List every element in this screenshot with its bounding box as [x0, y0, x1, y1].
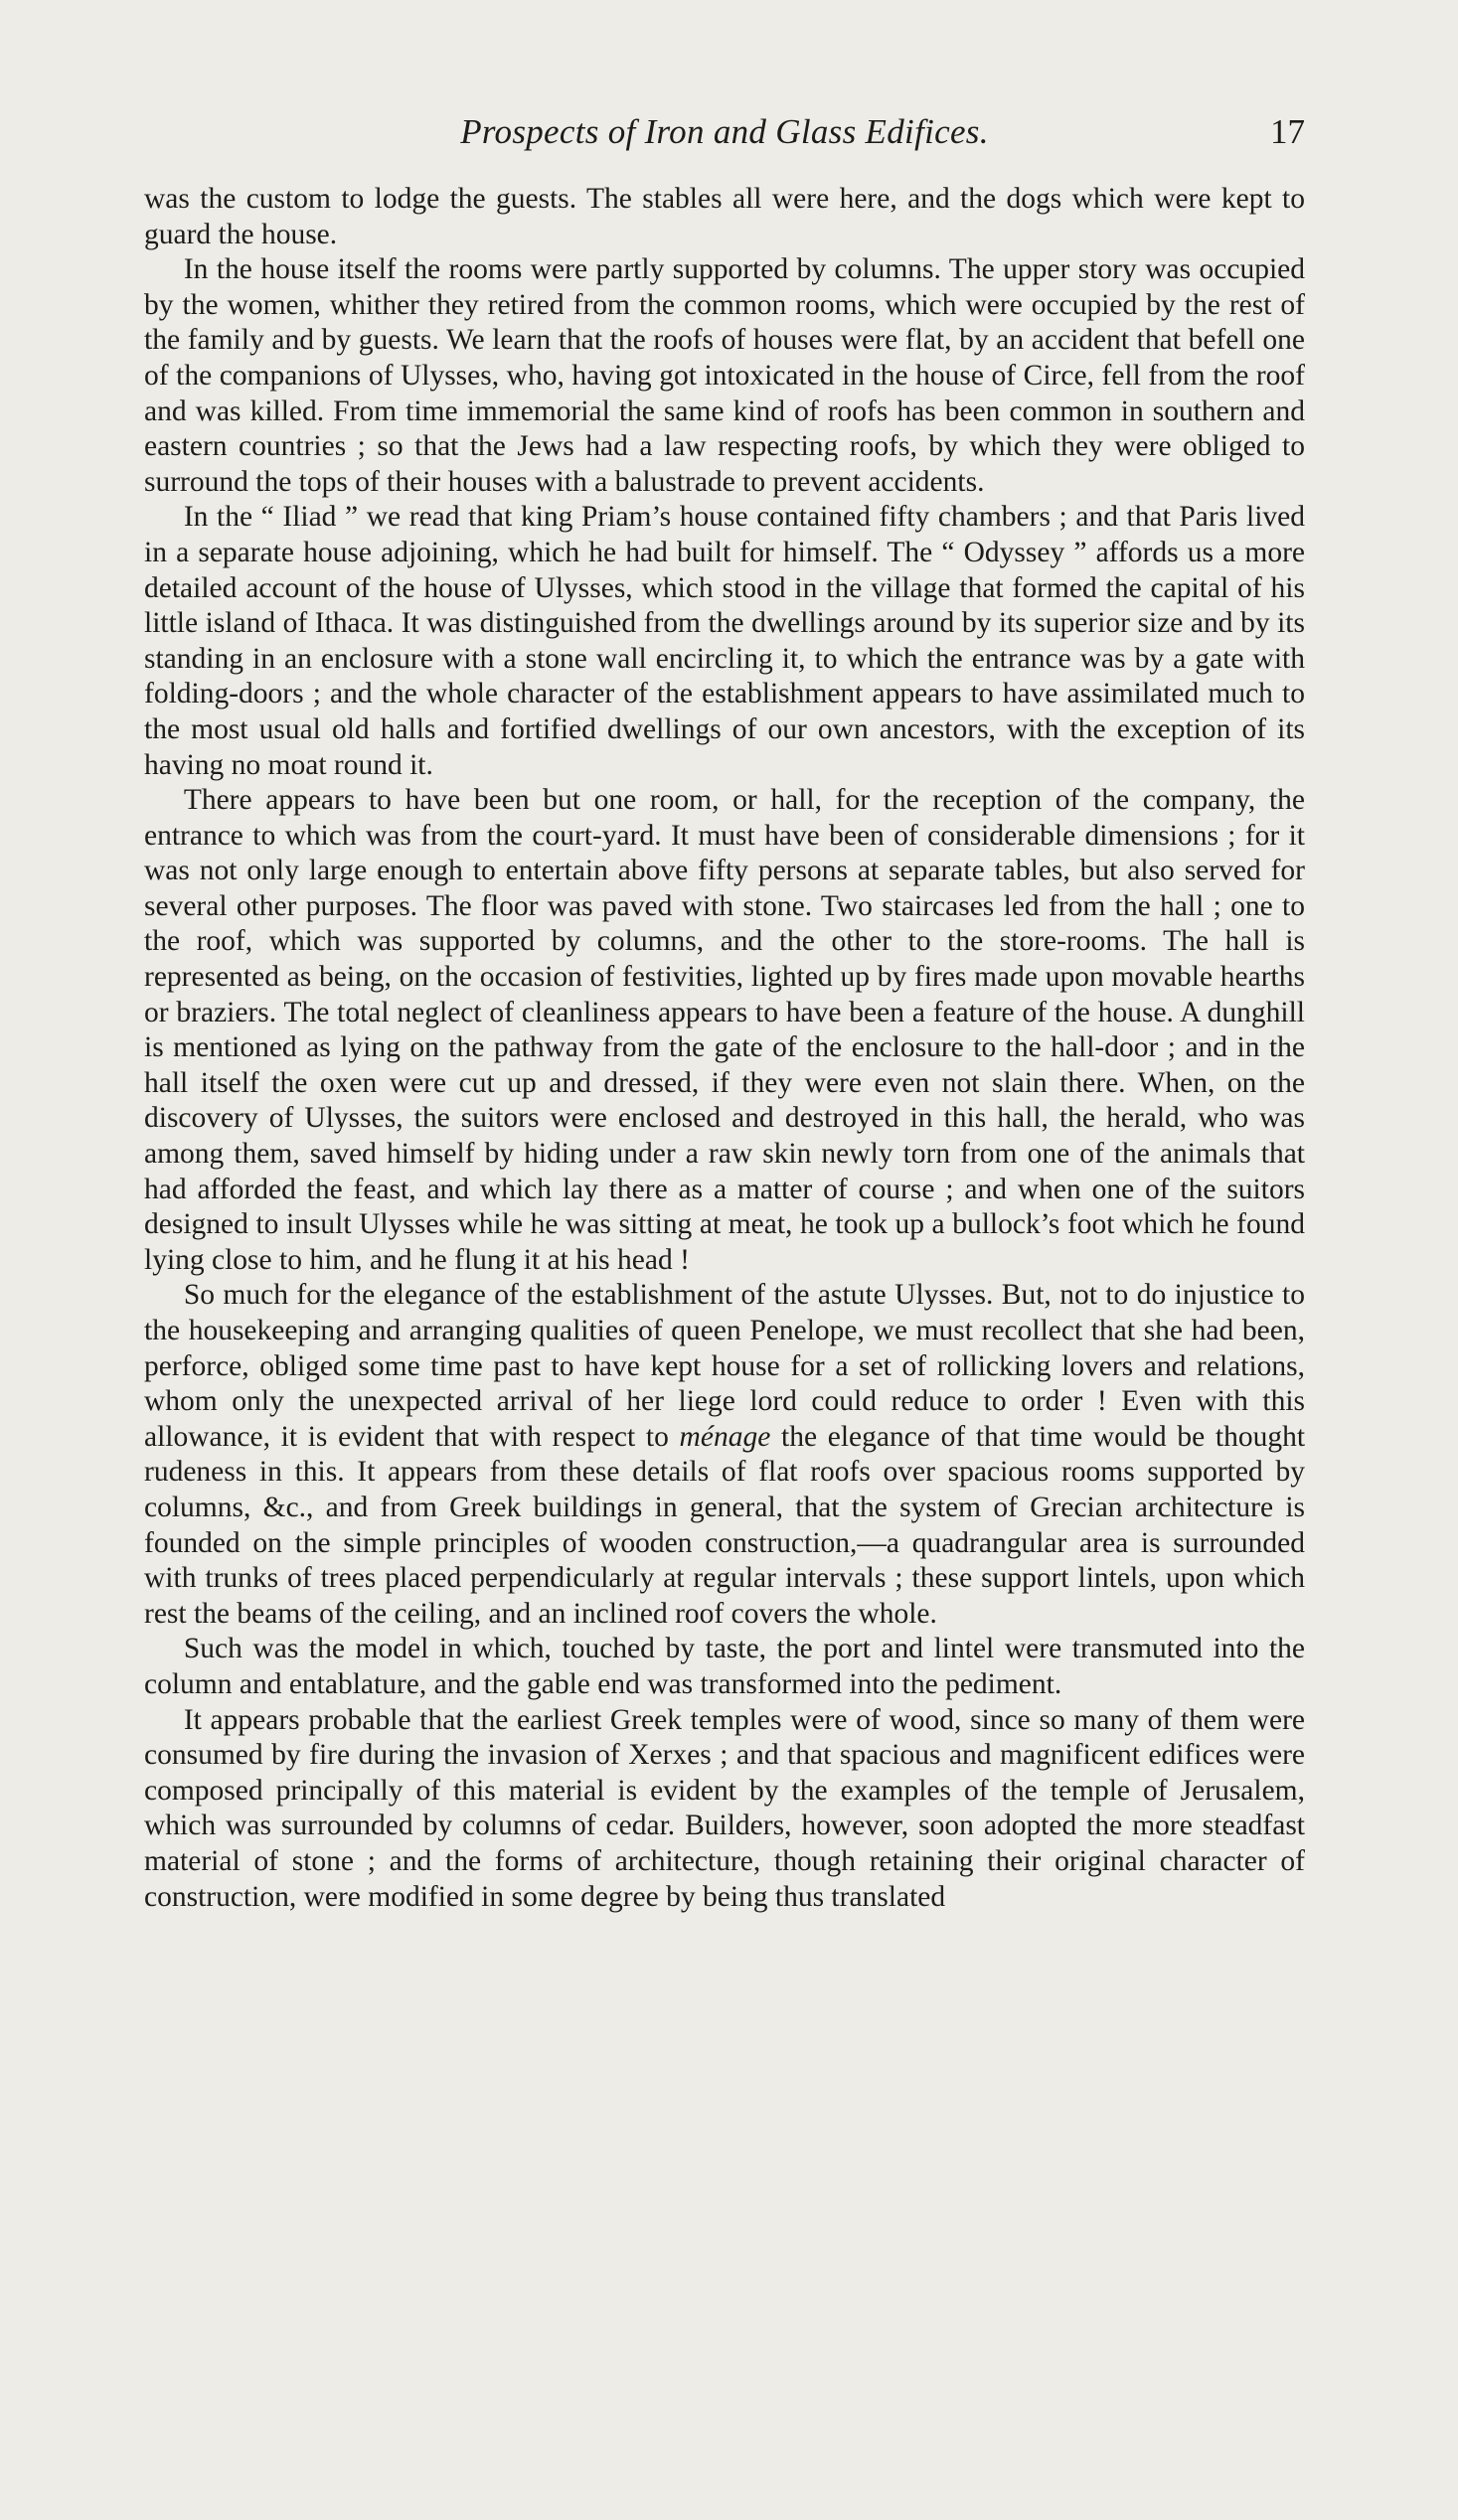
paragraph-continuation: was the custom to lodge the guests. The stables all were here, and the dogs which were kept to guard the house. [144, 183, 1305, 250]
paragraph-greek-temples: It appears probable that the earliest Greek temples were of wood, since so many of them were consumed by fire during the invasion of Xerxes ; and that spacious and magnificent edifices were composed principally of this material is evident by the examples of the temple of Jerusalem, which was surrounded by columns of cedar. Builders, however, soon adopted the more steadfast material of stone ; and the forms of architecture, though retaining their original character of construction, were modified in some degree by being thus translated [144, 1703, 1305, 1913]
body-text [144, 182, 1305, 1915]
paragraph-elegance-text-start: So much for the elegance of the establishment of the astute Ulysses. But, not to do injustice to the housekeeping and arranging qualities of queen Penelope, we must recollect that she had been, perforce, obliged some time past to have kept house for a set of rollicking lovers and relations, whom only the unexpected arrival of her liege lord could reduce to order ! Even with this allowance, it is evident that with respect to [144, 1279, 1305, 1453]
paragraph-house-of-ulysses: In the “ Iliad ” we read that king Priam’s house contained fifty chambers ; and that Paris lived in a separate house adjoining, which he had built for himself. The “ Odyssey ” affords us a more detailed account of the house of Ulysses, which stood in the village that formed the capital of his little island of Ithaca. It was distinguished from the dwellings around by its superior size and by its standing in an enclosure with a stone wall encircling it, to which the entrance was by a gate with folding-doors ; and the whole character of the establishment appears to have assimilated much to the most usual old halls and fortified dwellings of our own ancestors, with the exception of its having no moat round it. [144, 501, 1305, 781]
running-title: Prospects of Iron and Glass Edifices. [460, 112, 989, 151]
italic-term-menage: ménage [679, 1420, 771, 1453]
paragraph-elegance [144, 1278, 1305, 1632]
page-number: 17 [1270, 112, 1305, 151]
paragraph-columns-and-roofs: In the house itself the rooms were partly supported by columns. The upper story was occupied by the women, whither they retired from the common rooms, which were occupied by the rest of the family and by guests. We learn that the roofs of houses were flat, by an accident that befell one of the companions of Ulysses, who, having got intoxicated in the house of Circe, fell from the roof and was killed. From time immemorial the same kind of roofs has been common in southern and eastern countries ; so that the Jews had a law respecting roofs, by which they were obliged to surround the tops of their houses with a balustrade to prevent accidents. [144, 253, 1305, 498]
paragraph-model: Such was the model in which, touched by taste, the port and lintel were transmuted into the column and entablature, and the gable end was transformed into the pediment. [144, 1633, 1305, 1700]
running-head [144, 107, 1305, 157]
paragraph-elegance-text-end: the elegance of that time would be thought rudeness in this. It appears from these details of flat roofs over spacious rooms supported by columns, &c., and from Greek buildings in general, that the system of Grecian architecture is founded on the simple principles of wooden construction,—a quadrangular area is surrounded with trunks of trees placed perpendicularly at regular intervals ; these support lintels, upon which rest the beams of the ceiling, and an inclined roof covers the whole. [144, 1420, 1306, 1630]
paragraph-the-hall: There appears to have been but one room, or hall, for the reception of the company, the entrance to which was from the court-yard. It must have been of considerable dimensions ; for it was not only large enough to entertain above fifty persons at separate tables, but also served for several other purposes. The floor was paved with stone. Two staircases led from the hall ; one to the roof, which was supported by columns, and the other to the store-rooms. The hall is represented as being, on the occasion of festivities, lighted up by fires made upon movable hearths or braziers. The total neglect of cleanliness appears to have been a feature of the house. A dunghill is mentioned as lying on the pathway from the gate of the enclosure to the hall-door ; and in the hall itself the oxen were cut up and dressed, if they were even not slain there. When, on the discovery of Ulysses, the suitors were enclosed and destroyed in this hall, the herald, who was among them, saved himself by hiding under a raw skin newly torn from one of the animals that had afforded the feast, and which lay there as a matter of course ; and when one of the suitors designed to insult Ulysses while he was sitting at meat, he took up a bullock’s foot which he found lying close to him, and he flung it at his head ! [144, 784, 1305, 1276]
